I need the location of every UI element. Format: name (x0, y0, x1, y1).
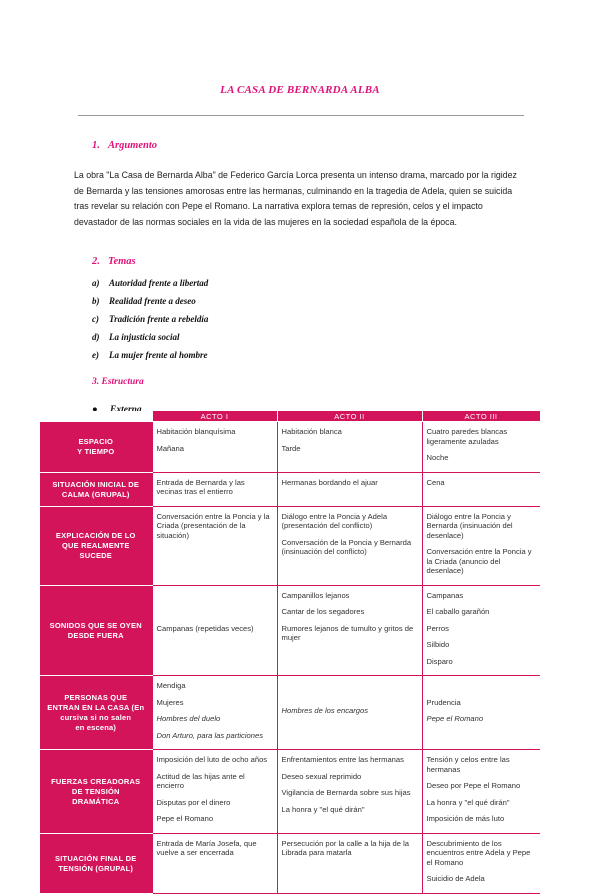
cell-item: Disparo (426, 656, 453, 666)
section-label: Argumento (108, 140, 158, 151)
cell-item: Deseo por Pepe el Romano (426, 781, 521, 790)
row-header-line: ENTRAN EN LA CASA (En (47, 703, 145, 712)
table-row (40, 422, 540, 473)
theme-item (92, 350, 208, 368)
table-cell (422, 585, 540, 676)
table-cell (277, 585, 422, 676)
cell-item: Enfrentamientos entre las hermanas (281, 755, 404, 764)
table-row (40, 472, 540, 506)
table-cell (422, 472, 540, 506)
table-cell (152, 750, 277, 834)
cell-item: Imposición del luto de ocho años (156, 755, 268, 764)
theme-letter: c) (92, 314, 99, 324)
row-header-line: QUE REALMENTE (61, 541, 130, 550)
row-header (40, 506, 152, 585)
argument-paragraph: La obra "La Casa de Bernarda Alba" de Federico García Lorca presenta un intenso drama, marcado por la rigidez de Bernarda y las tensiones amorosas entre las hermanas, culminando en la tragedia de Adela, quien se suicida tras revelar su relación con Pepe el Romano. La narrativa explora temas de represión, celos y el impacto devastador de las normas sociales en la vida de las mujeres en la sociedad española de la época. (74, 170, 517, 227)
cell-item: Persecución por la calle a la hija de la Librada para matarla (281, 838, 409, 857)
table-cell (277, 750, 422, 834)
table-cell (277, 833, 422, 893)
table-cell (152, 833, 277, 893)
table-cell (277, 506, 422, 585)
row-header (40, 750, 152, 834)
cell-item: Suicidio de Adela (426, 874, 485, 883)
row-header-line: SITUACIÓN FINAL DE (55, 853, 137, 863)
row-header (40, 676, 152, 750)
table-body (40, 422, 540, 894)
table-cell (152, 506, 277, 585)
cell-item: Vigilancia de Bernarda sobre sus hijas (281, 788, 411, 797)
row-header-line: SUCEDE (79, 551, 112, 560)
section-label: Temas (108, 256, 136, 267)
cell-item: Don Arturo, para las particiones (156, 730, 264, 740)
row-header-line: SONIDOS QUE SE OYEN (49, 620, 142, 630)
cell-item: Deseo sexual reprimido (281, 771, 362, 781)
table-cell (152, 585, 277, 676)
cell-item: Diálogo entre la Poncia y Adela (presentación del conflicto) (281, 511, 388, 530)
row-header (40, 585, 152, 676)
row-header-line: en escena) (75, 723, 117, 732)
table-cell (152, 422, 277, 473)
table-row (40, 506, 540, 585)
section-heading-temas (92, 256, 136, 267)
cell-item: Pepe el Romano (156, 814, 214, 823)
row-header-line: DESDE FUERA (67, 630, 124, 640)
table-row (40, 676, 540, 750)
cell-item: Conversación de la Poncia y Bernarda (insinuación del conflicto) (281, 537, 412, 556)
row-header-line: SITUACIÓN INICIAL DE (52, 479, 140, 489)
cell-item: Silbido (426, 640, 450, 649)
header-acto-2: ACTO II (277, 411, 422, 422)
cell-item: Habitación blanquísima (156, 427, 236, 436)
cell-item: Campanillos lejanos (281, 590, 350, 600)
cell-item: Cantar de los segadores (281, 607, 365, 616)
cell-item: La honra y "el qué dirán" (426, 797, 510, 807)
cell-item: Mañana (156, 443, 184, 453)
table-cell (422, 833, 540, 893)
section-number: 2. (92, 256, 100, 267)
theme-text: Realidad frente a deseo (109, 296, 196, 306)
cell-item: Cuatro paredes blancas ligeramente azuladas (426, 427, 508, 446)
row-header-line: ESPACIO (78, 437, 114, 446)
table-cell (277, 676, 422, 750)
theme-letter: b) (92, 296, 100, 306)
row-header-line: EXPLICACIÓN DE LO (55, 531, 136, 540)
theme-item (92, 296, 208, 314)
cell-item: Mendiga (156, 681, 186, 690)
cell-item: Hombres del duelo (156, 714, 221, 723)
cell-item: Conversación entre la Poncia y la Criada (anuncio del desenlace) (426, 547, 532, 575)
table-row (40, 833, 540, 893)
document-title: LA CASA DE BERNARDA ALBA (220, 84, 380, 96)
theme-text: Tradición frente a rebeldía (109, 314, 209, 324)
theme-text: Autoridad frente a libertad (109, 278, 209, 288)
table-cell (422, 506, 540, 585)
row-header-line: Y TIEMPO (77, 447, 115, 456)
table-cell (152, 472, 277, 506)
theme-letter: d) (92, 332, 100, 342)
theme-item (92, 332, 208, 350)
cell-item: Conversación entre la Poncia y la Criada (presentación de la situación) (156, 511, 270, 540)
cell-item: Diálogo entre la Poncia y Bernarda (insinuación del desenlace) (426, 511, 513, 540)
row-header-line: DRAMÁTICA (72, 796, 120, 806)
theme-letter: e) (92, 350, 99, 360)
themes-list (92, 278, 208, 368)
section-heading-estructura: 3. Estructura (92, 377, 144, 387)
cell-item: Habitación blanca (281, 427, 342, 436)
row-header-line: cursiva si no salen (60, 713, 132, 722)
section-heading-argumento (92, 140, 157, 151)
theme-letter: a) (92, 278, 100, 288)
table-cell (422, 422, 540, 473)
cell-item: Mujeres (156, 697, 184, 707)
cell-item: Hombres de los encargos (281, 705, 369, 715)
row-header (40, 422, 152, 473)
row-header-line: CALMA (GRUPAL) (61, 489, 130, 499)
row-header (40, 472, 152, 506)
table-cell (422, 750, 540, 834)
table-row (40, 750, 540, 834)
title-divider (78, 115, 524, 116)
cell-item: Prudencia (426, 697, 461, 707)
row-header (40, 833, 152, 893)
cell-item: Actitud de las hijas ante el encierro (156, 771, 245, 790)
table-cell (277, 422, 422, 473)
table-cell (152, 676, 277, 750)
theme-item (92, 314, 208, 332)
header-acto-1: ACTO I (152, 411, 277, 422)
theme-text: La mujer frente al hombre (109, 350, 208, 360)
table-row (40, 585, 540, 676)
cell-item: Noche (426, 453, 449, 462)
cell-item: Tensión y celos entre las hermanas (426, 755, 510, 774)
cell-item: Campanas (426, 590, 464, 600)
table-cell (277, 472, 422, 506)
cell-item: Campanas (repetidas veces) (156, 623, 254, 633)
row-header-line: PERSONAS QUE (64, 693, 128, 702)
cell-item: El caballo garañón (426, 607, 490, 616)
cell-item: La honra y "el qué dirán" (281, 804, 365, 814)
cell-item: Hermanas bordando el ajuar (281, 477, 378, 487)
cell-item: Disputas por el dinero (156, 797, 231, 807)
theme-text: La injusticia social (109, 332, 180, 342)
theme-item (92, 278, 208, 296)
row-header-line: FUERZAS CREADORAS (51, 776, 141, 786)
cell-item: Entrada de Bernarda y las vecinas tras el entierro (156, 477, 245, 496)
row-header-line: TENSIÓN (GRUPAL) (58, 863, 134, 873)
structure-table (40, 410, 541, 894)
table-cell (422, 676, 540, 750)
cell-item: Cena (426, 477, 445, 487)
cell-item: Imposición de más luto (426, 814, 505, 823)
table-corner (40, 411, 152, 422)
header-acto-3: ACTO III (422, 411, 540, 422)
cell-item: Perros (426, 623, 449, 633)
cell-item: Pepe el Romano (426, 714, 484, 723)
row-header-line: DE TENSIÓN (71, 786, 120, 796)
section-number: 1. (92, 140, 100, 151)
cell-item: Entrada de María Josefa, que vuelve a ser encerrada (156, 838, 257, 857)
cell-item: Descubrimiento de los encuentros entre Adela y Pepe el Romano (426, 838, 531, 867)
cell-item: Tarde (281, 443, 301, 453)
table-header-row (40, 411, 540, 422)
cell-item: Rumores lejanos de tumulto y gritos de mujer (281, 623, 414, 642)
